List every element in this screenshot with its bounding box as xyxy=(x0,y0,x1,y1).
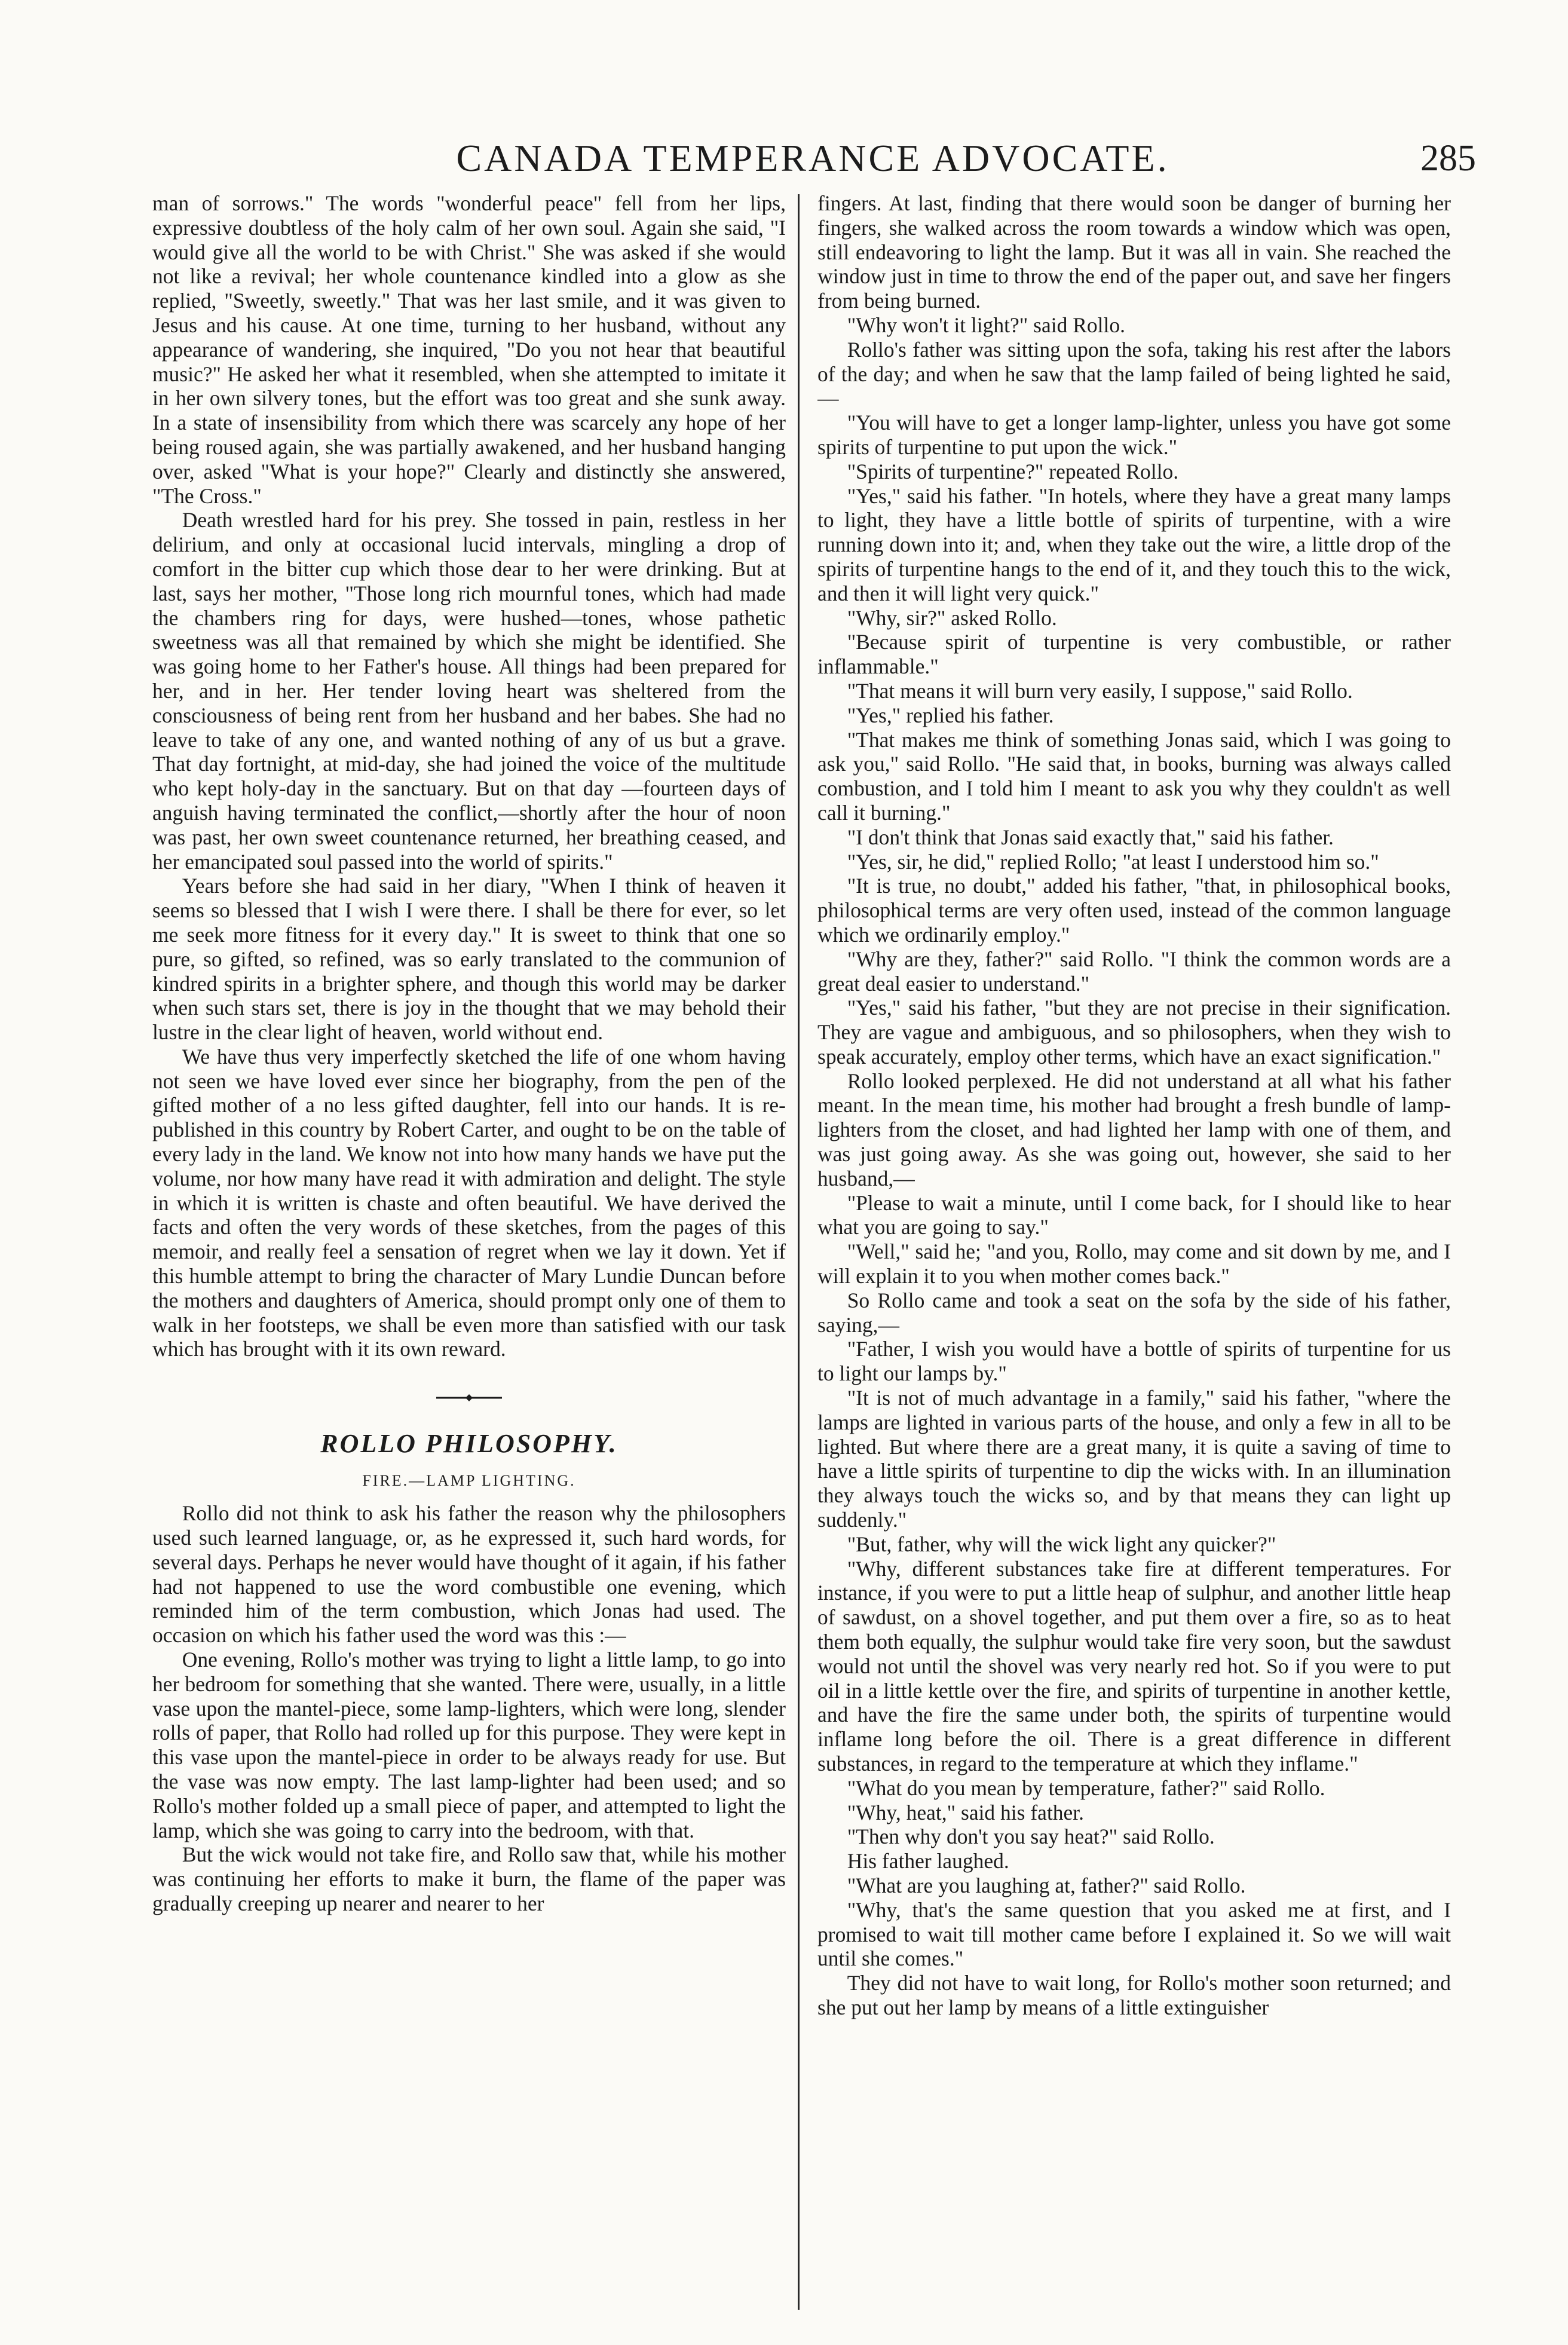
paragraph: "Why, that's the same question that you asked me at first, and I promised to wait till mother came before I explained it. So we will wait until she comes." xyxy=(817,1897,1451,1971)
paragraph: "Why, heat," said his father. xyxy=(847,1800,1085,1824)
paragraph: Years before she had said in her diary, "When I think of heaven it seems so blessed that I wish I were there. I shall be there for ever, so let me seek more fitness for it every day." It is sweet to think that one so pure, so gifted, so refined, was so early translated to the communion of kindred spirits in a brighter sphere, and though this world may be darker when such stars set, there is joy in the thought that we may behold their lustre in the clear light of heaven, world without end. xyxy=(152,874,786,1045)
paragraph: "Why are they, father?" said Rollo. "I think the common words are a great deal easier to understand." xyxy=(817,947,1451,996)
paragraph: "That makes me think of something Jonas said, which I was going to ask you," said Rollo. "He said that, in books, burning was always called combustion, and I told him I meant to ask you why they couldn't as well call it burning." xyxy=(817,727,1451,825)
paragraph: Rollo looked perplexed. He did not understand at all what his father meant. In the mean time, his mother had brought a fresh bundle of lamp-lighters from the closet, and had lighted her lamp with one of them, and was just going away. As she was going out, however, she said to her husband,— xyxy=(817,1069,1451,1190)
page-number: 285 xyxy=(1420,138,1476,179)
article-subtitle: FIRE.—LAMP LIGHTING. xyxy=(362,1472,576,1490)
paragraph: "Yes, sir, he did," replied Rollo; "at least I understood him so." xyxy=(847,849,1379,874)
paragraph: "Why, sir?" asked Rollo. xyxy=(847,605,1057,630)
paragraph: "Father, I wish you would have a bottle of spirits of turpentine for us to light our lamps by." xyxy=(817,1337,1451,1386)
page-title: CANADA TEMPERANCE ADVOCATE. xyxy=(456,137,1169,179)
paragraph: His father laughed. xyxy=(847,1849,1009,1873)
paragraph: "Why, different substances take fire at different temperatures. For instance, if you were to put a little heap of sulphur, and another little heap of sawdust, on a shovel together, and put them over a fire, so as to heat them both equally, the sulphur would take fire very soon, but the sawdust would not until the shovel was very nearly red hot. So if you were to put oil in a little kettle over the fire, and spirits of turpentine in another kettle, and have the fire the same under both, the spirits of turpentine would inflame long before the oil. There is a great difference in different substances, in regard to the temperature at which they inflame." xyxy=(817,1556,1451,1775)
paragraph: "You will have to get a longer lamp-lighter, unless you have got some spirits of turpentine to put upon the wick." xyxy=(817,411,1451,459)
paragraph: "Yes," said his father. "In hotels, where they have a great many lamps to light, they have a little bottle of spirits of turpentine, with a wire running down into it; and, when they take out the wire, a little drop of the spirits of turpentine hangs to the end of it, and they touch this to the wick, and then it will light very quick." xyxy=(817,483,1451,605)
paragraph: "Then why don't you say heat?" said Rollo. xyxy=(847,1824,1215,1849)
article-title: ROLLO PHILOSOPHY. xyxy=(320,1429,618,1459)
paragraph: "Please to wait a minute, until I come back, for I should like to hear what you are going to say." xyxy=(817,1190,1451,1239)
paragraph: "What are you laughing at, father?" said Rollo. xyxy=(847,1873,1246,1897)
paragraph: "It is true, no doubt," added his father, "that, in philosophical books, philosophical terms are very often used, instead of the common language which we ordinarily employ." xyxy=(817,874,1451,947)
paragraph: Death wrestled hard for his prey. She tossed in pain, restless in her delirium, and only at occasional lucid intervals, mingling a drop of comfort in the bitter cup which those dear to her were drinking. But at last, says her mother, "Those long rich mournful tones, which had made the chambers ring for days, were hushed—tones, whose pathetic sweetness was all that remained by which she might be identified. She was going home to her Father's house. All things had been prepared for her, and in her. Her tender loving heart was sheltered from the consciousness of being rent from her husband and her babes. She had no leave to take of any one, and wanted nothing of any of us but a grave. That day fortnight, at mid-day, she had joined the voice of the multitude who kept holy-day in the sanctuary. But on that day —fourteen days of anguish having terminated the conflict,—shortly after the hour of noon was past, her own sweet countenance returned, her breathing ceased, and her emancipated soul passed into the world of spirits." xyxy=(152,508,786,874)
ornament-rule-icon xyxy=(436,1394,502,1402)
paragraph: "But, father, why will the wick light any quicker?" xyxy=(847,1532,1276,1556)
running-head xyxy=(149,128,1476,188)
paragraph: "Why won't it light?" said Rollo. xyxy=(847,313,1125,337)
paragraph: But the wick would not take fire, and Rollo saw that, while his mother was continuing her efforts to make it burn, the flame of the paper was gradually creeping up nearer and nearer to her xyxy=(152,1842,786,1915)
right-column xyxy=(817,191,1451,2310)
paragraph: They did not have to wait long, for Rollo's mother soon returned; and she put out her lamp by means of a little extinguisher xyxy=(817,1971,1451,2019)
paragraph: "Because spirit of turpentine is very combustible, or rather inflammable." xyxy=(817,630,1451,679)
paragraph: We have thus very imperfectly sketched the life of one whom having not seen we have loved ever since her biography, from the pen of the gifted mother of a no less gifted daughter, fell into our hands. It is re-published in this country by Robert Carter, and ought to be on the table of every lady in the land. We know not into how many hands we have put the volume, nor how many have read it with admiration and delight. The style in which it is written is chaste and often beautiful. We have derived the facts and often the very words of these sketches, from the pages of this memoir, and really feel a sensation of regret when we lay it down. Yet if this humble attempt to bring the character of Mary Lundie Duncan before the mothers and daughters of America, should prompt only one of them to walk in her footsteps, we shall be even more than satisfied with our task which has brought with it its own reward. xyxy=(152,1044,786,1361)
paragraph: "Yes," said his father, "but they are not precise in their signification. They are vague and ambiguous, and so philosophers, when they wish to speak accurately, employ other terms, which have an exact signification." xyxy=(817,996,1451,1069)
paragraph: "Well," said he; "and you, Rollo, may come and sit down by me, and I will explain it to you when mother comes back." xyxy=(817,1239,1451,1288)
section-separator xyxy=(152,1388,786,1406)
paragraph: man of sorrows." The words "wonderful peace" fell from her lips, expressive doubtless of the holy calm of her own soul. Again she said, "I would give all the world to be with Christ." She was asked if she would not like a revival; her whole countenance kindled into a glow as she replied, "Sweetly, sweetly." That was her last smile, and it was given to Jesus and his cause. At one time, turning to her husband, without any appearance of wandering, she inquired, "Do you not hear that beautiful music?" He asked her what it resembled, when she attempted to imitate it in her own silvery tones, but the effort was too great and she sunk away. In a state of insensibility from which there was scarcely any hope of her being roused again, she was partially awakened, and her husband hanging over, asked "What is your hope?" Clearly and distinctly she answered, "The Cross." xyxy=(152,191,786,508)
paragraph: fingers. At last, finding that there would soon be danger of burning her fingers, she walked across the room towards a window which was open, still endeavoring to light the lamp. But it was all in vain. She reached the window just in time to throw the end of the paper out, and save her fingers from being burned. xyxy=(817,191,1451,313)
paragraph: "Yes," replied his father. xyxy=(847,703,1054,727)
paragraph: "It is not of much advantage in a family," said his father, "where the lamps are lighted in various parts of the house, and only a few in all to be lighted. But where there are a great many, it is quite a saving of time to have a little spirits of turpentine to dip the wicks with. In an illumination they always touch the wicks so, and by that means they can light up suddenly." xyxy=(817,1386,1451,1532)
left-column xyxy=(152,191,786,2310)
paragraph: Rollo's father was sitting upon the sofa, taking his rest after the labors of the day; and when he saw that the lamp failed of being lighted he said,— xyxy=(817,337,1451,411)
paragraph: Rollo did not think to ask his father the reason why the philosophers used such learned language, or, as he expressed it, such hard words, for several days. Perhaps he never would have thought of it again, if his father had not happened to use the word combustible one evening, which reminded him of the term combustion, which Jonas had used. The occasion on which his father used the word was this :— xyxy=(152,1501,786,1648)
column-divider xyxy=(798,194,800,2310)
paragraph: So Rollo came and took a seat on the sofa by the side of his father, saying,— xyxy=(817,1288,1451,1337)
paragraph: "That means it will burn very easily, I suppose," said Rollo. xyxy=(847,678,1353,703)
paragraph: One evening, Rollo's mother was trying to light a little lamp, to go into her bedroom for something that she wanted. There were, usually, in a little vase upon the mantel-piece, some lamp-lighters, which were long, slender rolls of paper, that Rollo had rolled up for this purpose. They were kept in this vase upon the mantel-piece in order to be always ready for use. But the vase was now empty. The last lamp-lighter had been used; and so Rollo's mother folded up a small piece of paper, and attempted to light the lamp, which she was going to carry into the bedroom, with that. xyxy=(152,1648,786,1842)
paragraph: "What do you mean by temperature, father?" said Rollo. xyxy=(847,1775,1325,1800)
paragraph: "I don't think that Jonas said exactly that," said his father. xyxy=(847,825,1334,849)
paragraph: "Spirits of turpentine?" repeated Rollo. xyxy=(847,459,1179,483)
